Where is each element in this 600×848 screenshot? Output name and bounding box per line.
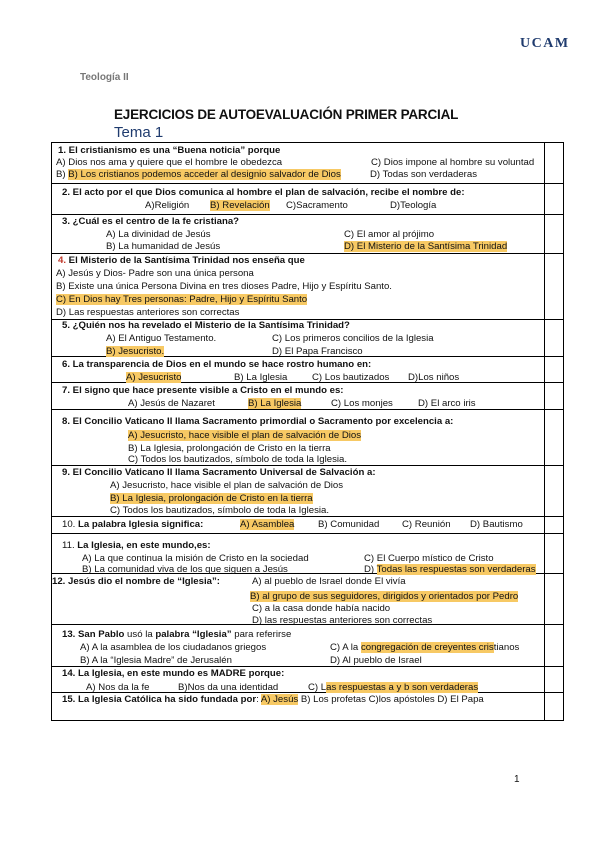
q11-option-d [364, 564, 564, 575]
q13-option-c [330, 642, 519, 653]
q13-option-a: A) A la asamblea de los ciudadanos griegos [80, 642, 267, 653]
q6-option-b: B) La Iglesia [234, 372, 288, 383]
q3-option-b: B) La humanidad de Jesús [106, 241, 221, 252]
q1-answer-highlight: B) Los cristianos podemos acceder al designio salvador de Dios [68, 169, 341, 180]
q6-question: 6. La transparencia de Dios en el mundo se hace rostro humano en: [62, 359, 372, 370]
q4-option-d: D) Las respuestas anteriores son correctas [56, 307, 240, 318]
q14-option-b: B)Nos da una identidad [178, 682, 279, 693]
q10-question-text: La palabra Iglesia significa: [78, 519, 204, 530]
q5-option-d: D) El Papa Francisco [272, 346, 363, 357]
q13-answer-highlight: congregación de creyentes cris [360, 642, 494, 653]
q10-option-d: D) Bautismo [470, 519, 523, 530]
q9-option-a: A) Jesucristo, hace visible el plan de salvación de Dios [110, 480, 344, 491]
q7-option-d: D) El arco iris [418, 398, 476, 409]
q11-option-b: B) La comunidad viva de los que siguen a Jesús [82, 564, 288, 575]
q8-question: 8. El Concilio Vaticano II llama Sacramento primordial o Sacramento por excelencia a: [62, 416, 454, 427]
q15-other-options: B) Los profetas C)los apóstoles D) El Papa [298, 694, 484, 705]
q1-option-c: C) Dios impone al hombre su voluntad [371, 157, 535, 168]
q15-question-text: 15. La Iglesia Católica ha sido fundada por [62, 694, 257, 705]
q5-option-b: B) Jesucristo. [106, 346, 165, 357]
q15-answer-highlight: A) Jesús [260, 694, 299, 705]
q10-option-a: A) Asamblea [240, 519, 295, 530]
q6-option-c: C) Los bautizados [312, 372, 390, 383]
course-name: Teología II [80, 72, 129, 83]
q1-option-d: D) Todas son verdaderas [370, 169, 478, 180]
q2-option-d: D)Teología [390, 200, 437, 211]
q3-option-a: A) La divinidad de Jesús [106, 229, 211, 240]
ucam-logo: UCAM [520, 36, 570, 51]
q4-option-c: C) En Dios hay Tres personas: Padre, Hijo y Espíritu Santo [56, 294, 308, 305]
q14-question: 14. La Iglesia, en este mundo es MADRE porque: [62, 668, 285, 679]
q12-option-c: C) a la casa donde había nacido [252, 603, 391, 614]
q12-option-b: B) al grupo de sus seguidores, dirigidos y orientados por Pedro [250, 591, 519, 602]
q12-question: 12. Jesús dio el nombre de “Iglesia”: [52, 576, 220, 587]
q8-option-a: A) Jesucristo, hace visible el plan de salvación de Dios [128, 430, 362, 441]
q3-option-d: D) El Misterio de la Santísima Trinidad [344, 241, 508, 252]
q9-option-c: C) Todos los bautizados, símbolo de toda la Iglesia. [110, 505, 330, 516]
q4-number: 4. [58, 255, 67, 266]
q11-question-text: La Iglesia, en este mundo,es: [77, 540, 211, 551]
q13-question [62, 629, 291, 640]
right-column-line [544, 142, 545, 721]
q10-option-c: C) Reunión [402, 519, 451, 530]
q14-option-a: A) Nos da la fe [86, 682, 150, 693]
q4-option-b: B) Existe una única Persona Divina en tres dioses Padre, Hijo y Espíritu Santo. [56, 281, 392, 292]
q7-option-a: A) Jesús de Nazaret [128, 398, 215, 409]
q2-option-b: B) Revelación [210, 200, 270, 211]
q7-option-b: B) La Iglesia [248, 398, 302, 409]
q4-question [58, 255, 305, 266]
q13-q-part1: 13. San Pablo [62, 629, 125, 640]
q9-option-b: B) La Iglesia, prolongación de Cristo en la tierra [110, 493, 313, 504]
q13-option-b: B) A la “Iglesia Madre” de Jerusalén [80, 655, 232, 666]
q2-option-c: C)Sacramento [286, 200, 348, 211]
page-title: EJERCICIOS DE AUTOEVALUACIÓN PRIMER PARCIAL [114, 107, 459, 122]
q11-option-a: A) La que continua la misión de Cristo en la sociedad [82, 553, 309, 564]
q5-option-c: C) Los primeros concilios de la Iglesia [272, 333, 434, 344]
q12-option-a: A) al pueblo de Israel donde El vivía [252, 576, 406, 587]
q2-question: 2. El acto por el que Dios comunica al hombre el plan de salvación, recibe el nombre de: [62, 187, 465, 198]
q13-option-c-suffix: tianos [493, 642, 520, 653]
q4-option-a: A) Jesús y Dios- Padre son una única persona [56, 268, 254, 279]
q1-question: 1. El cristianismo es una “Buena noticia” porque [58, 145, 281, 156]
q11-answer-highlight: Todas las respuestas son verdaderas [376, 564, 536, 575]
q15-colon: : [256, 694, 261, 705]
q7-option-c: C) Los monjes [331, 398, 393, 409]
q12-option-d: D) las respuestas anteriores son correctas [252, 615, 433, 626]
q8-option-c: C) Todos los bautizados, símbolo de toda la Iglesia. [128, 454, 348, 465]
q6-option-a: A) Jesucristo [126, 372, 182, 383]
q7-question: 7. El signo que hace presente visible a Cristo en el mundo es: [62, 385, 344, 396]
q14-option-c [308, 682, 478, 693]
q2-option-a: A)Religión [145, 200, 190, 211]
topic-subtitle: Tema 1 [114, 124, 164, 141]
q5-question: 5. ¿Quién nos ha revelado el Misterio de la Santísima Trinidad? [62, 320, 350, 331]
q4-question-text: El Misterio de la Santísima Trinidad nos enseña que [66, 255, 305, 266]
q13-option-d: D) Al pueblo de Israel [330, 655, 422, 666]
q11-option-c: C) El Cuerpo místico de Cristo [364, 553, 494, 564]
q13-q-part2: usó la [124, 629, 156, 640]
q10-option-b: B) Comunidad [318, 519, 380, 530]
q11-number: 11. [62, 540, 75, 551]
q15-question [62, 694, 484, 705]
q11-question [62, 540, 211, 551]
q13-q-part3: palabra “Iglesia” [155, 629, 232, 640]
q6-option-d: D)Los niños [408, 372, 460, 383]
q3-question: 3. ¿Cuál es el centro de la fe cristiana? [62, 216, 240, 227]
q9-question: 9. El Concilio Vaticano II llama Sacramento Universal de Salvación a: [62, 467, 376, 478]
q8-option-b: B) La Iglesia, prolongación de Cristo en la tierra [128, 443, 331, 454]
page-number: 1 [514, 774, 520, 785]
q1-option-b: B) B) Los cristianos podemos acceder al designio salvador de Dios [56, 169, 341, 180]
q11-option-d-letter: D) [364, 564, 377, 575]
q14-option-c-prefix: C) L [308, 682, 327, 693]
q1-option-a: A) Dios nos ama y quiere que el hombre le obedezca [56, 157, 283, 168]
q10-question [62, 519, 203, 530]
q14-answer-highlight: as respuestas a y b son verdaderas [326, 682, 479, 693]
q10-number: 10. [62, 519, 76, 530]
q5-option-a: A) El Antiguo Testamento. [106, 333, 217, 344]
q3-option-c: C) El amor al prójimo [344, 229, 435, 240]
q13-option-c-prefix: C) A la [330, 642, 361, 653]
q13-q-part4: para referirse [231, 629, 292, 640]
